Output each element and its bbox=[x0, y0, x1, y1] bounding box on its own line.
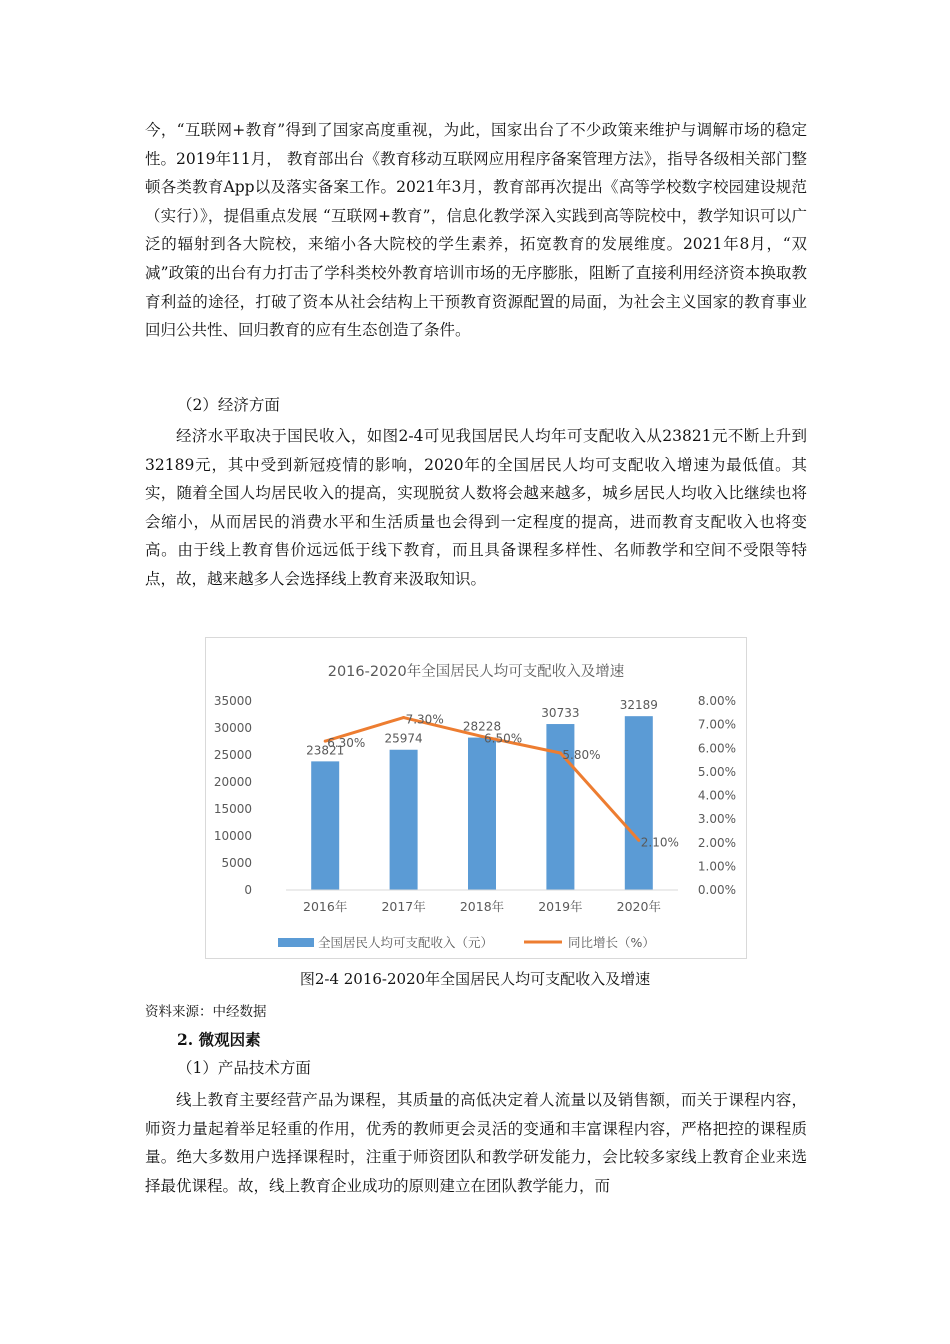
right-axis-tick-label: 3.00% bbox=[697, 812, 736, 827]
left-axis-tick-label: 20000 bbox=[213, 775, 252, 789]
legend-bar-label: 全国居民人均可支配收入（元） bbox=[318, 935, 494, 950]
right-axis-tick-label: 6.00% bbox=[697, 741, 736, 756]
income-bar bbox=[311, 761, 339, 890]
chart-title: 2016-2020年全国居民人均可支配收入及增速 bbox=[327, 664, 625, 680]
figure-caption: 图2-4 2016-2020年全国居民人均可支配收入及增速 bbox=[299, 970, 651, 988]
x-axis-tick-label: 2016年 bbox=[303, 899, 348, 914]
income-bar bbox=[390, 750, 418, 890]
income-bar-label: 23821 bbox=[306, 743, 345, 758]
left-axis-tick-label: 10000 bbox=[213, 829, 252, 843]
growth-label: 6.50% bbox=[484, 731, 523, 746]
income-chart-svg bbox=[206, 638, 746, 958]
growth-label: 5.80% bbox=[562, 747, 601, 762]
growth-label: 7.30% bbox=[405, 712, 444, 727]
left-axis-tick-label: 30000 bbox=[213, 721, 252, 735]
right-axis-tick-label: 2.00% bbox=[697, 835, 736, 850]
micro-factors-heading: 2. 微观因素 bbox=[177, 1030, 261, 1049]
economy-paragraph: 经济水平取决于国民收入，如图2-4可见我国居民人均年可支配收入从23821元不断上升到32189元，其中受到新冠疫情的影响，2020年的全国居民人均可支配收入增速为最低值。其实，随着全国人均居民收入的提高，实现脱贫人数将会越来越多，城乡居民人均收入比继续也将会缩小，从而居民的消费水平和生活质量也会得到一定程度的提高，进而教育支配收入也将变高。由于线上教育售价远远低于线下教育，而且具备课程多样性、名师教学和空间不受限等特点，故，越来越多人会选择线上教育来汲取知识。 bbox=[145, 427, 807, 588]
x-axis-tick-label: 2017年 bbox=[381, 899, 426, 914]
x-axis-tick-label: 2019年 bbox=[538, 899, 583, 914]
left-axis-tick-label: 35000 bbox=[213, 694, 252, 708]
growth-label: 2.10% bbox=[640, 835, 679, 850]
economy-heading: （2）经济方面 bbox=[177, 396, 280, 414]
income-bar-label: 32189 bbox=[619, 698, 658, 713]
income-chart bbox=[205, 637, 747, 959]
chart-legend bbox=[278, 935, 655, 950]
x-axis-tick-label: 2018年 bbox=[459, 899, 505, 914]
income-bar-label: 30733 bbox=[541, 706, 580, 721]
tech-heading: （1）产品技术方面 bbox=[177, 1059, 311, 1077]
left-axis-tick-label: 25000 bbox=[213, 748, 252, 762]
income-bar-label: 28228 bbox=[462, 719, 502, 734]
income-bar-label: 25974 bbox=[384, 731, 423, 746]
legend-bar-swatch bbox=[278, 938, 314, 947]
right-axis-tick-label: 5.00% bbox=[697, 764, 736, 779]
left-axis-tick-label: 0 bbox=[244, 883, 252, 897]
x-axis-tick-label: 2020年 bbox=[616, 899, 661, 914]
growth-label: 6.30% bbox=[327, 736, 366, 751]
left-axis-tick-label: 15000 bbox=[213, 802, 252, 816]
legend-line-label: 同比增长（%） bbox=[568, 935, 655, 950]
data-source: 资料来源：中经数据 bbox=[145, 1004, 267, 1020]
tech-paragraph: 线上教育主要经营产品为课程，其质量的高低决定着人流量以及销售额，而关于课程内容，师资力量起着举足轻重的作用，优秀的教师更会灵活的变通和丰富课程内容，严格把控的课程质量。绝大多数用户选择课程时，注重于师资团队和教学研发能力，会比较多家线上教育企业来选择最优课程。故，线上教育企业成功的原则建立在团队教学能力，而 bbox=[145, 1091, 807, 1195]
income-bar bbox=[625, 716, 653, 890]
right-axis-tick-label: 0.00% bbox=[697, 883, 736, 897]
right-axis-tick-label: 7.00% bbox=[697, 717, 736, 732]
right-axis-tick-label: 1.00% bbox=[697, 859, 736, 874]
policy-paragraph: 今，“互联网+教育”得到了国家高度重视，为此，国家出台了不少政策来维护与调解市场的稳定性。2019年11月， 教育部出台《教育移动互联网应用程序备案管理方法》，指导各级相关部门整顿各类教育App以及落实备案工作。2021年3月，教育部再次提出《高等学校数字校园建设规范（实行）》，提倡重点发展 “互联网+教育”，信息化教学深入实践到高等院校中，教学知识可以广泛的辐射到各大院校，来缩小各大院校的学生素养，拓宽教育的发展维度。2021年8月，“双减”政策的出台有力打击了学科类校外教育培训市场的无序膨胀，阻断了直接利用经济资本换取教育利益的途径，打破了资本从社会结构上干预教育资源配置的局面，为社会主义国家的教育事业回归公共性、回归教育的应有生态创造了条件。 bbox=[145, 121, 807, 340]
left-axis-tick-label: 5000 bbox=[221, 856, 252, 870]
income-bar bbox=[468, 738, 496, 890]
right-axis-tick-label: 8.00% bbox=[697, 694, 736, 708]
right-axis-tick-label: 4.00% bbox=[697, 788, 736, 803]
